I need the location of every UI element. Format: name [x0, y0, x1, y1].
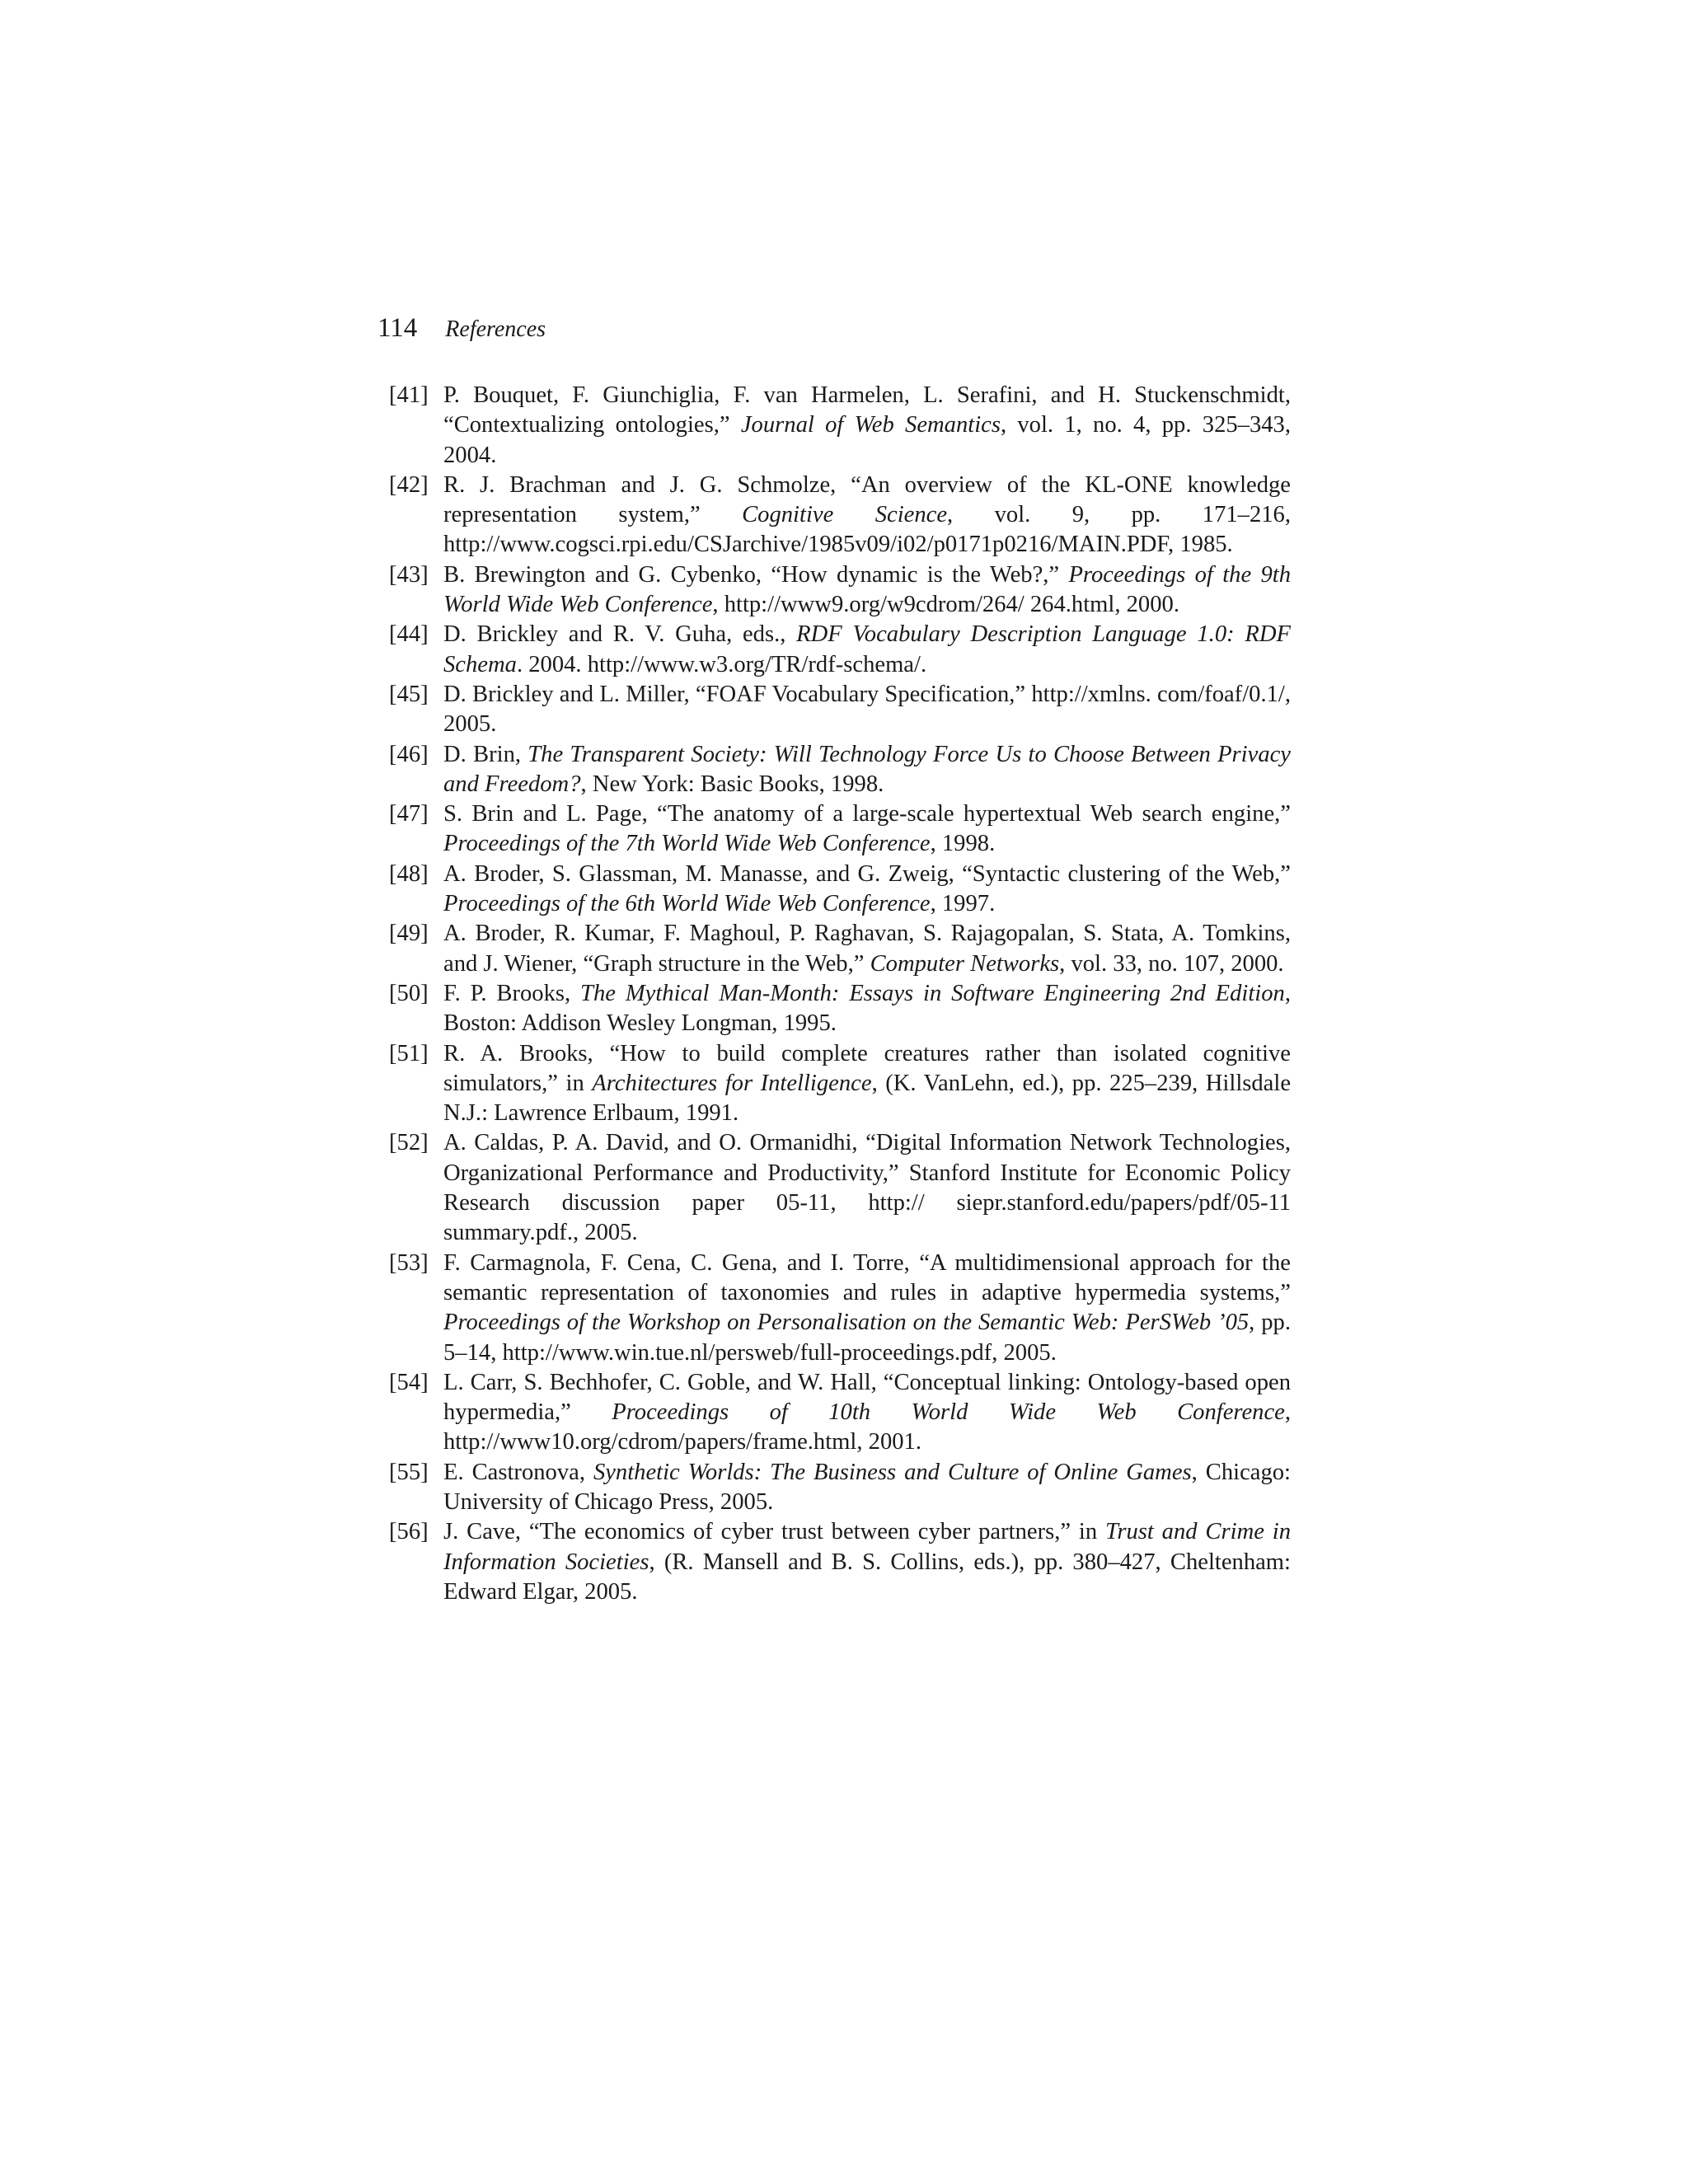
reference-title-italic: Proceedings of 10th World Wide Web Conference [612, 1399, 1285, 1426]
reference-number: [54] [389, 1369, 429, 1395]
reference-text-part: P. Bouquet, F. Giunchiglia, F. van Harmelen, L. Serafini, and H. Stuckenschmidt, “Contextualizing ontologies,” [443, 382, 1291, 438]
reference-title-italic: Cognitive Science [742, 502, 948, 528]
reference-text [443, 921, 1291, 976]
reference-text [443, 1370, 1291, 1455]
reference-text [443, 562, 1291, 617]
reference-number: [50] [389, 980, 429, 1006]
reference-text [443, 742, 1291, 797]
reference-text [443, 621, 1291, 677]
reference-entry [389, 1517, 1291, 1607]
reference-text [443, 382, 1291, 468]
reference-entry [389, 1128, 1291, 1248]
reference-text [443, 981, 1291, 1036]
reference-text-part: D. Brin, [443, 741, 528, 767]
running-head [377, 313, 1284, 349]
reference-title-italic: Architectures for Intelligence [592, 1070, 872, 1096]
reference-text-part: R. A. Brooks, “How to build complete creatures rather than isolated cognitive simulators,” in [443, 1040, 1291, 1096]
reference-text-part: , 1998. [930, 831, 996, 857]
reference-number: [43] [389, 561, 429, 588]
reference-number: [51] [389, 1040, 429, 1066]
reference-text-part: , vol. 9, pp. 171–216, http://www.cogsci.rpi.edu/CSJarchive/1985v09/i02/p0171p0216/MAIN.PDF, 1985. [443, 502, 1291, 558]
reference-number: [55] [389, 1459, 429, 1485]
reference-title-italic: Synthetic Worlds: The Business and Culture of Online Games [593, 1459, 1192, 1485]
reference-title-italic: Proceedings of the 6th World Wide Web Conference [443, 891, 931, 917]
reference-text-part: E. Castronova, [443, 1459, 593, 1485]
reference-title-italic: Proceedings of the 9th World Wide Web Conference [443, 561, 1291, 618]
reference-entry [389, 1249, 1291, 1368]
reference-number: [56] [389, 1519, 429, 1545]
reference-number: [46] [389, 741, 429, 767]
reference-text [443, 1460, 1291, 1515]
reference-text [443, 1041, 1291, 1127]
reference-entry [389, 620, 1291, 680]
reference-text [443, 801, 1291, 856]
reference-text-part: F. Carmagnola, F. Cena, C. Gena, and I. Torre, “A multidimensional approach for the semantic representation of taxonomies and rules in adaptive hypermedia systems,” [443, 1249, 1291, 1305]
reference-text-part: F. P. Brooks, [443, 980, 581, 1006]
reference-entry [389, 1458, 1291, 1518]
reference-title-italic: Trust and Crime in Information Societies [443, 1519, 1291, 1575]
reference-text-part: A. Broder, S. Glassman, M. Manasse, and G. Zweig, “Syntactic clustering of the Web,” [443, 860, 1291, 887]
reference-entry [389, 1039, 1291, 1129]
reference-text-part: , Boston: Addison Wesley Longman, 1995. [443, 980, 1291, 1037]
reference-text [443, 861, 1291, 916]
reference-entry [389, 560, 1291, 621]
page-number: 114 [377, 313, 418, 343]
reference-entry [389, 799, 1291, 860]
reference-text-part: D. Brickley and R. V. Guha, eds., [443, 621, 797, 648]
reference-text [443, 682, 1291, 737]
reference-number: [42] [389, 471, 429, 498]
reference-entry [389, 740, 1291, 800]
reference-text-part: , http://www10.org/cdrom/papers/frame.html, 2001. [443, 1399, 1291, 1455]
reference-text-part: L. Carr, S. Bechhofer, C. Goble, and W. Hall, “Conceptual linking: Ontology-based open hypermedia,” [443, 1369, 1291, 1426]
reference-text [443, 472, 1291, 558]
reference-text-part: , pp. 5–14, http://www.win.tue.nl/persweb/full-proceedings.pdf, 2005. [443, 1310, 1291, 1366]
reference-text-part: , (R. Mansell and B. S. Collins, eds.), pp. 380–427, Cheltenham: Edward Elgar, 2005. [443, 1549, 1291, 1605]
reference-text-part: D. Brickley and L. Miller, “FOAF Vocabulary Specification,” http://xmlns. com/foaf/0.1/, 2005. [443, 681, 1291, 738]
reference-text-part: , 1997. [930, 891, 996, 917]
reference-text-part: , vol. 1, no. 4, pp. 325–343, 2004. [443, 412, 1291, 468]
reference-title-italic: The Mythical Man-Month: Essays in Software Engineering 2nd Edition [580, 980, 1285, 1006]
reference-text [443, 1519, 1291, 1605]
reference-entry [389, 471, 1291, 560]
reference-number: [41] [389, 382, 429, 408]
reference-text-part: , http://www9.org/w9cdrom/264/ 264.html, 2000. [712, 592, 1179, 618]
reference-number: [47] [389, 801, 429, 827]
reference-text-part: . 2004. http://www.w3.org/TR/rdf-schema/. [516, 651, 927, 677]
section-title: References [445, 316, 546, 342]
reference-number: [53] [389, 1249, 429, 1276]
reference-title-italic: Journal of Web Semantics [740, 412, 1001, 438]
reference-number: [52] [389, 1130, 429, 1156]
reference-entry [389, 860, 1291, 920]
reference-number: [45] [389, 681, 429, 707]
reference-title-italic: Proceedings of the Workshop on Personalisation on the Semantic Web: PerSWeb ’05 [443, 1310, 1250, 1336]
reference-entry [389, 680, 1291, 740]
reference-number: [48] [389, 860, 429, 887]
reference-text-part: J. Cave, “The economics of cyber trust between cyber partners,” in [443, 1519, 1106, 1545]
reference-entry [389, 919, 1291, 979]
reference-text-part: R. J. Brachman and J. G. Schmolze, “An overview of the KL-ONE knowledge representation system,” [443, 471, 1291, 528]
reference-number: [49] [389, 921, 429, 947]
reference-text-part: A. Caldas, P. A. David, and O. Ormanidhi, “Digital Information Network Technologies, Organizational Performance and Productivity,” Stanford Institute for Economic Policy Research discussion paper 05-11, http:// siepr.stanford.edu/papers/pdf/05-11 summary.pdf., 2005. [443, 1130, 1291, 1246]
reference-text [443, 1130, 1291, 1245]
reference-title-italic: The Transparent Society: Will Technology Force Us to Choose Between Privacy and Freedom? [443, 741, 1291, 797]
reference-title-italic: RDF Vocabulary Description Language 1.0: RDF Schema [443, 621, 1291, 677]
reference-text-part: , (K. VanLehn, ed.), pp. 225–239, Hillsdale N.J.: Lawrence Erlbaum, 1991. [443, 1070, 1292, 1127]
reference-text-part: , vol. 33, no. 107, 2000. [1059, 950, 1284, 977]
reference-entry [389, 979, 1291, 1039]
reference-text-part: B. Brewington and G. Cybenko, “How dynamic is the Web?,” [443, 561, 1069, 588]
reference-list [389, 381, 1291, 1607]
reference-text-part: S. Brin and L. Page, “The anatomy of a large-scale hypertextual Web search engine,” [443, 801, 1291, 827]
reference-number: [44] [389, 621, 429, 648]
reference-entry [389, 1368, 1291, 1458]
reference-text-part: , New York: Basic Books, 1998. [580, 771, 884, 797]
reference-title-italic: Proceedings of the 7th World Wide Web Conference [443, 831, 931, 857]
reference-entry [389, 381, 1291, 471]
reference-text [443, 1250, 1291, 1366]
reference-text-part: A. Broder, R. Kumar, F. Maghoul, P. Raghavan, S. Rajagopalan, S. Stata, A. Tomkins, and J. Wiener, “Graph structure in the Web,” [443, 921, 1291, 977]
reference-title-italic: Computer Networks [870, 950, 1060, 977]
reference-text-part: , Chicago: University of Chicago Press, 2005. [443, 1459, 1291, 1515]
